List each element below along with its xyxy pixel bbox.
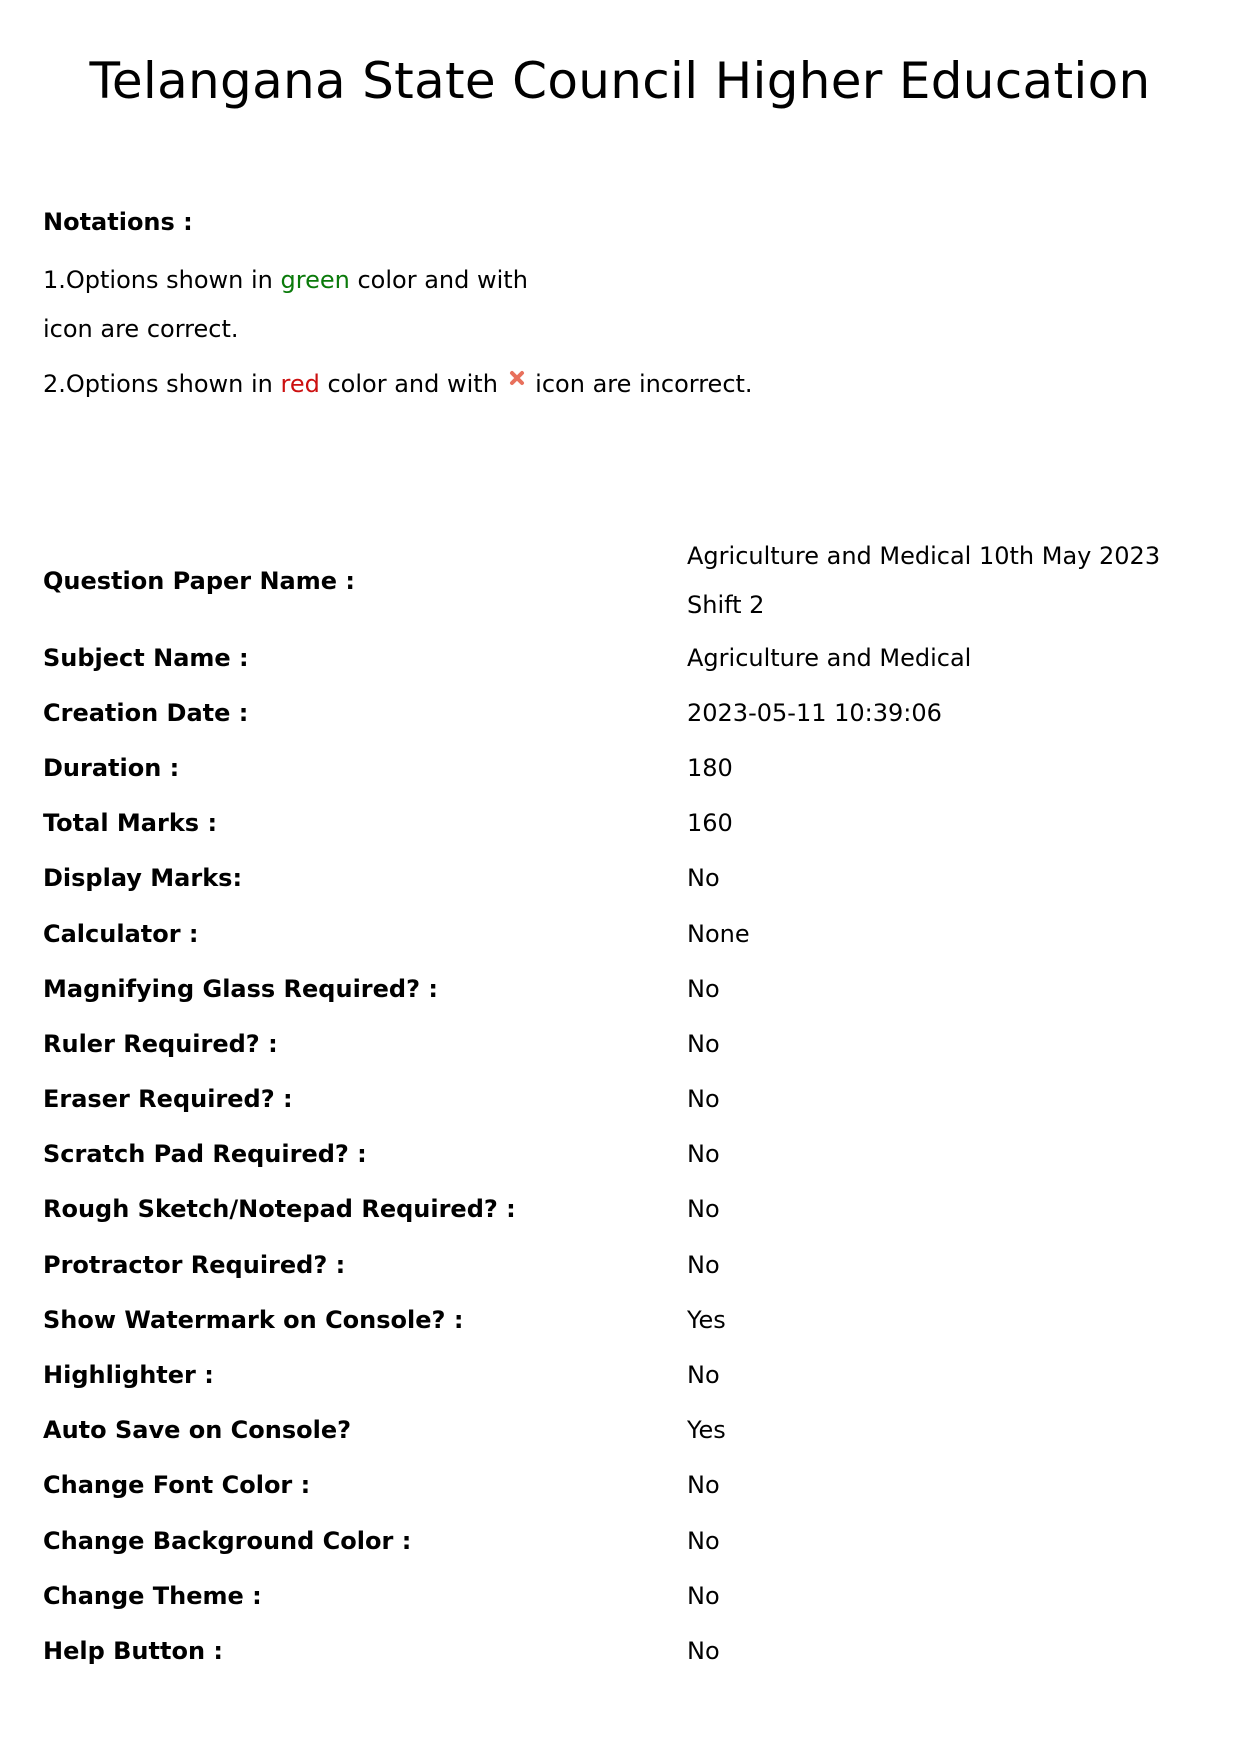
notations-section bbox=[43, 204, 1193, 409]
detail-label: Subject Name : bbox=[43, 643, 249, 672]
detail-row-scratch-pad bbox=[43, 1127, 1203, 1182]
detail-value: Yes bbox=[687, 1305, 726, 1334]
detail-row-protractor bbox=[43, 1237, 1203, 1292]
detail-label: Creation Date : bbox=[43, 698, 249, 727]
notation-correct-prefix: 1.Options shown in bbox=[43, 266, 281, 294]
detail-row-subject-name bbox=[43, 630, 1203, 685]
detail-value: None bbox=[687, 919, 750, 948]
detail-label: Eraser Required? : bbox=[43, 1085, 293, 1114]
detail-row-total-marks bbox=[43, 796, 1203, 851]
notations-heading: Notations : bbox=[43, 208, 193, 236]
notation-green-word: green bbox=[280, 266, 350, 294]
detail-value: No bbox=[687, 1195, 720, 1224]
detail-value: No bbox=[687, 1140, 720, 1169]
detail-label: Change Font Color : bbox=[43, 1471, 311, 1500]
detail-label: Total Marks : bbox=[43, 809, 218, 838]
detail-label: Auto Save on Console? bbox=[43, 1416, 352, 1445]
detail-value: No bbox=[687, 1085, 720, 1114]
detail-row-help-button bbox=[43, 1623, 1203, 1678]
detail-row-theme bbox=[43, 1568, 1203, 1623]
notation-incorrect-prefix: 2.Options shown in bbox=[43, 370, 281, 398]
notation-incorrect-suffix: icon are incorrect. bbox=[527, 370, 753, 398]
detail-label: Protractor Required? : bbox=[43, 1250, 346, 1279]
detail-value: No bbox=[687, 1250, 720, 1279]
detail-value: Agriculture and Medical bbox=[687, 643, 972, 672]
detail-label: Highlighter : bbox=[43, 1361, 214, 1390]
detail-row-creation-date bbox=[43, 685, 1203, 740]
detail-label: Show Watermark on Console? : bbox=[43, 1305, 464, 1334]
detail-label: Change Background Color : bbox=[43, 1526, 412, 1555]
detail-value: Agriculture and Medical 10th May 2023 Shift 2 bbox=[687, 542, 1161, 619]
detail-value: No bbox=[687, 1029, 720, 1058]
detail-label: Question Paper Name : bbox=[43, 567, 355, 595]
detail-row-eraser bbox=[43, 1072, 1203, 1127]
detail-value: 160 bbox=[687, 809, 733, 838]
detail-value: No bbox=[687, 1526, 720, 1555]
detail-value: No bbox=[687, 864, 720, 893]
detail-label: Display Marks: bbox=[43, 864, 243, 893]
question-paper-details bbox=[43, 532, 1203, 1679]
detail-row-duration bbox=[43, 740, 1203, 795]
detail-label: Help Button : bbox=[43, 1636, 223, 1665]
detail-row-calculator bbox=[43, 906, 1203, 961]
detail-value: 2023-05-11 10:39:06 bbox=[687, 698, 942, 727]
detail-label: Scratch Pad Required? : bbox=[43, 1140, 367, 1169]
detail-row-font-color bbox=[43, 1458, 1203, 1513]
detail-row-auto-save bbox=[43, 1403, 1203, 1458]
detail-label: Ruler Required? : bbox=[43, 1029, 278, 1058]
notation-incorrect-middle: color and with bbox=[319, 370, 506, 398]
detail-value: No bbox=[687, 1581, 720, 1610]
notation-red-word: red bbox=[280, 370, 320, 398]
page-title: Telangana State Council Higher Education bbox=[89, 52, 1151, 110]
detail-value: Yes bbox=[687, 1416, 726, 1445]
detail-value: 180 bbox=[687, 753, 733, 782]
detail-value: No bbox=[687, 974, 720, 1003]
detail-label: Magnifying Glass Required? : bbox=[43, 974, 438, 1003]
detail-row-ruler bbox=[43, 1016, 1203, 1071]
detail-label: Calculator : bbox=[43, 919, 199, 948]
detail-row-question-paper-name bbox=[43, 532, 1203, 630]
detail-row-watermark bbox=[43, 1292, 1203, 1347]
detail-row-rough-sketch bbox=[43, 1182, 1203, 1237]
notation-incorrect bbox=[43, 360, 1193, 409]
notation-correct-suffix: color and with icon are correct. bbox=[43, 266, 528, 343]
detail-row-magnifying-glass bbox=[43, 961, 1203, 1016]
detail-label: Duration : bbox=[43, 753, 180, 782]
detail-row-highlighter bbox=[43, 1347, 1203, 1402]
notation-correct bbox=[43, 256, 563, 354]
detail-value: No bbox=[687, 1361, 720, 1390]
detail-label: Change Theme : bbox=[43, 1581, 262, 1610]
detail-label: Rough Sketch/Notepad Required? : bbox=[43, 1195, 516, 1224]
cross-icon bbox=[506, 370, 528, 386]
detail-value: No bbox=[687, 1471, 720, 1500]
detail-value: No bbox=[687, 1636, 720, 1665]
detail-row-background-color bbox=[43, 1513, 1203, 1568]
detail-row-display-marks bbox=[43, 851, 1203, 906]
